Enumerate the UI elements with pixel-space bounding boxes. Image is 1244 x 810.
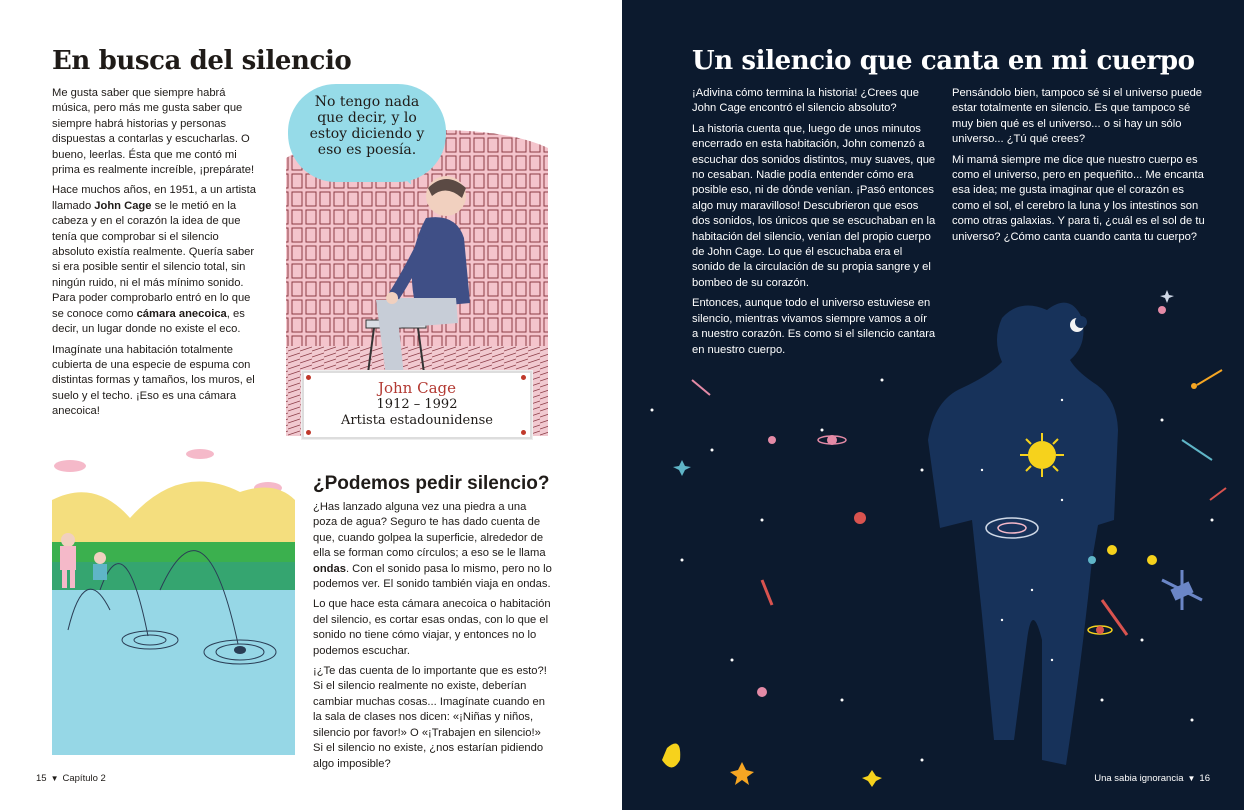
right-col2-paragraph-1: Pensándolo bien, tampoco sé si el universo puede estar totalmente en silencio. Es que tampoco sé muy bien qué es el universo... o si hay un sólo universo... ¿Tú qué crees? <box>952 87 1203 146</box>
section-title-silence: ¿Podemos pedir silencio? <box>313 473 550 494</box>
p2-text-a: Hace muchos años, en 1951, a un artista llamado <box>52 184 256 212</box>
triangle-down-icon: ▼ <box>50 774 59 783</box>
card-name: John Cage <box>377 379 457 397</box>
right-chapter: Una sabia ignorancia <box>1094 773 1184 784</box>
right-footer <box>1094 773 1210 784</box>
right-page <box>622 0 1244 810</box>
section2-paragraph-2: Lo que hace esta cámara anecoica o habitación del silencio, es cortar esas ondas, con lo que el sonido no tiene cómo viajar, y entonces no lo podemos escuchar. <box>313 598 551 657</box>
left-chapter: Capítulo 2 <box>62 773 106 784</box>
card-role: Artista estadounidense <box>341 413 493 428</box>
speech-bubble-text: No tengo nada que decir, y lo estoy diciendo y eso es poesía. <box>309 94 425 158</box>
intro-paragraph-3: Imagínate una habitación totalmente cubierta de una especie de espuma con distintas formas y tamaños, los muros, el suelo y el techo. ¡Eso es una cámara anecoica! <box>52 343 255 418</box>
left-page-title: En busca del silencio <box>52 46 352 76</box>
right-col2-text <box>952 86 1210 250</box>
card-pin <box>306 375 311 380</box>
pond-illustration <box>40 440 302 760</box>
intro-paragraph-2 <box>52 183 260 337</box>
left-page-number: 15 <box>36 773 47 784</box>
intro-text <box>52 86 260 425</box>
right-col1-text <box>692 86 936 363</box>
right-col1-paragraph-1: ¡Adivina cómo termina la historia! ¿Crees que John Cage encontró el silencio absoluto? <box>692 87 919 115</box>
s2-p1-a: ¿Has lanzado alguna vez una piedra a una poza de agua? Seguro te has dado cuenta de que, cuando golpea la superficie, alrededor de ella se forman como círculos; a eso se le llama <box>313 501 546 560</box>
john-cage-name-card <box>302 371 532 439</box>
card-pin <box>306 430 311 435</box>
card-dates: 1912 – 1992 <box>376 397 458 412</box>
p2-text-c: se le metió en la cabeza y en el corazón la idea de que tenía que comprobar si el silencio absoluto existía realmente. Quería saber si era posible sentir el silencio total, sin ningún ruido, ni el más mínimo sonido. Para poder comprobarlo entró en lo que se conoce como <box>52 199 255 320</box>
section2-text <box>313 500 553 777</box>
camara-anecoica-bold: cámara anecoica <box>136 307 227 320</box>
card-pin <box>521 375 526 380</box>
right-page-number: 16 <box>1199 773 1210 784</box>
right-col1-paragraph-2: La historia cuenta que, luego de unos minutos encerrado en esta habitación, John comenzó a escuchar dos sonidos distintos, muy suaves, que no cesaban. Nadie podía entender cómo era posible eso, ni de dónde venían. ¡Pasó entonces algo muy maravilloso! Descubrieron que esos dos sonidos, los únicos que se escuchaban en la habitación del silencio, venían del propio cuerpo de John Cage. Lo que él escuchaba era el sonido de la circulación de su propia sangre y el bombeo de su corazón. <box>692 122 936 289</box>
triangle-down-icon: ▼ <box>1187 774 1196 783</box>
p2-text-e: , es decir, un lugar donde no existe el eco. <box>52 307 245 336</box>
ondas-bold: ondas <box>313 562 346 575</box>
right-col1-paragraph-3: Entonces, aunque todo el universo estuviese en silencio, mientras vivamos siempre vamos a oír a nuestro corazón. Es como si el silencio cantara en nuestro cuerpo. <box>692 297 936 356</box>
john-cage-bold: John Cage <box>94 199 152 212</box>
card-pin <box>521 430 526 435</box>
right-col2-paragraph-2: Mi mamá siempre me dice que nuestro cuerpo es como el universo, pero en pequeñito... Me encanta esa idea; me gusta imaginar que el corazón es como el sol, el cerebro la luna y los intestinos son como otras galaxias. Y para ti, ¿cuál es el sol de tu universo? ¿Cómo canta cuando canta tu cuerpo? <box>952 153 1205 243</box>
s2-p1-c: . Con el sonido pasa lo mismo, pero no lo podemos ver. El sonido también viaja en ondas. <box>313 562 552 591</box>
section2-paragraph-3: ¡¿Te das cuenta de lo importante que es esto?! Si el silencio realmente no existe, deberían cambiar muchas cosas... Imagínate cuando en la sala de clases nos dicen: «¡Niñas y niños, silencio por favor!» O «¡Trabajen en silencio!» Si el silencio no existe, ¿nos estarían pidiendo algo imposible? <box>313 665 547 770</box>
section2-paragraph-1 <box>313 500 553 592</box>
left-footer <box>36 773 106 784</box>
right-page-title: Un silencio que canta en mi cuerpo <box>692 46 1195 76</box>
intro-paragraph-1: Me gusta saber que siempre habrá música, pero más me gusta saber que siempre habrá historias y personas dispuestas a contarlas y escucharlas. O bueno, leerlas. Ésta que me contó mi prima es realmente increíble, ¡prepárate! <box>52 87 255 177</box>
